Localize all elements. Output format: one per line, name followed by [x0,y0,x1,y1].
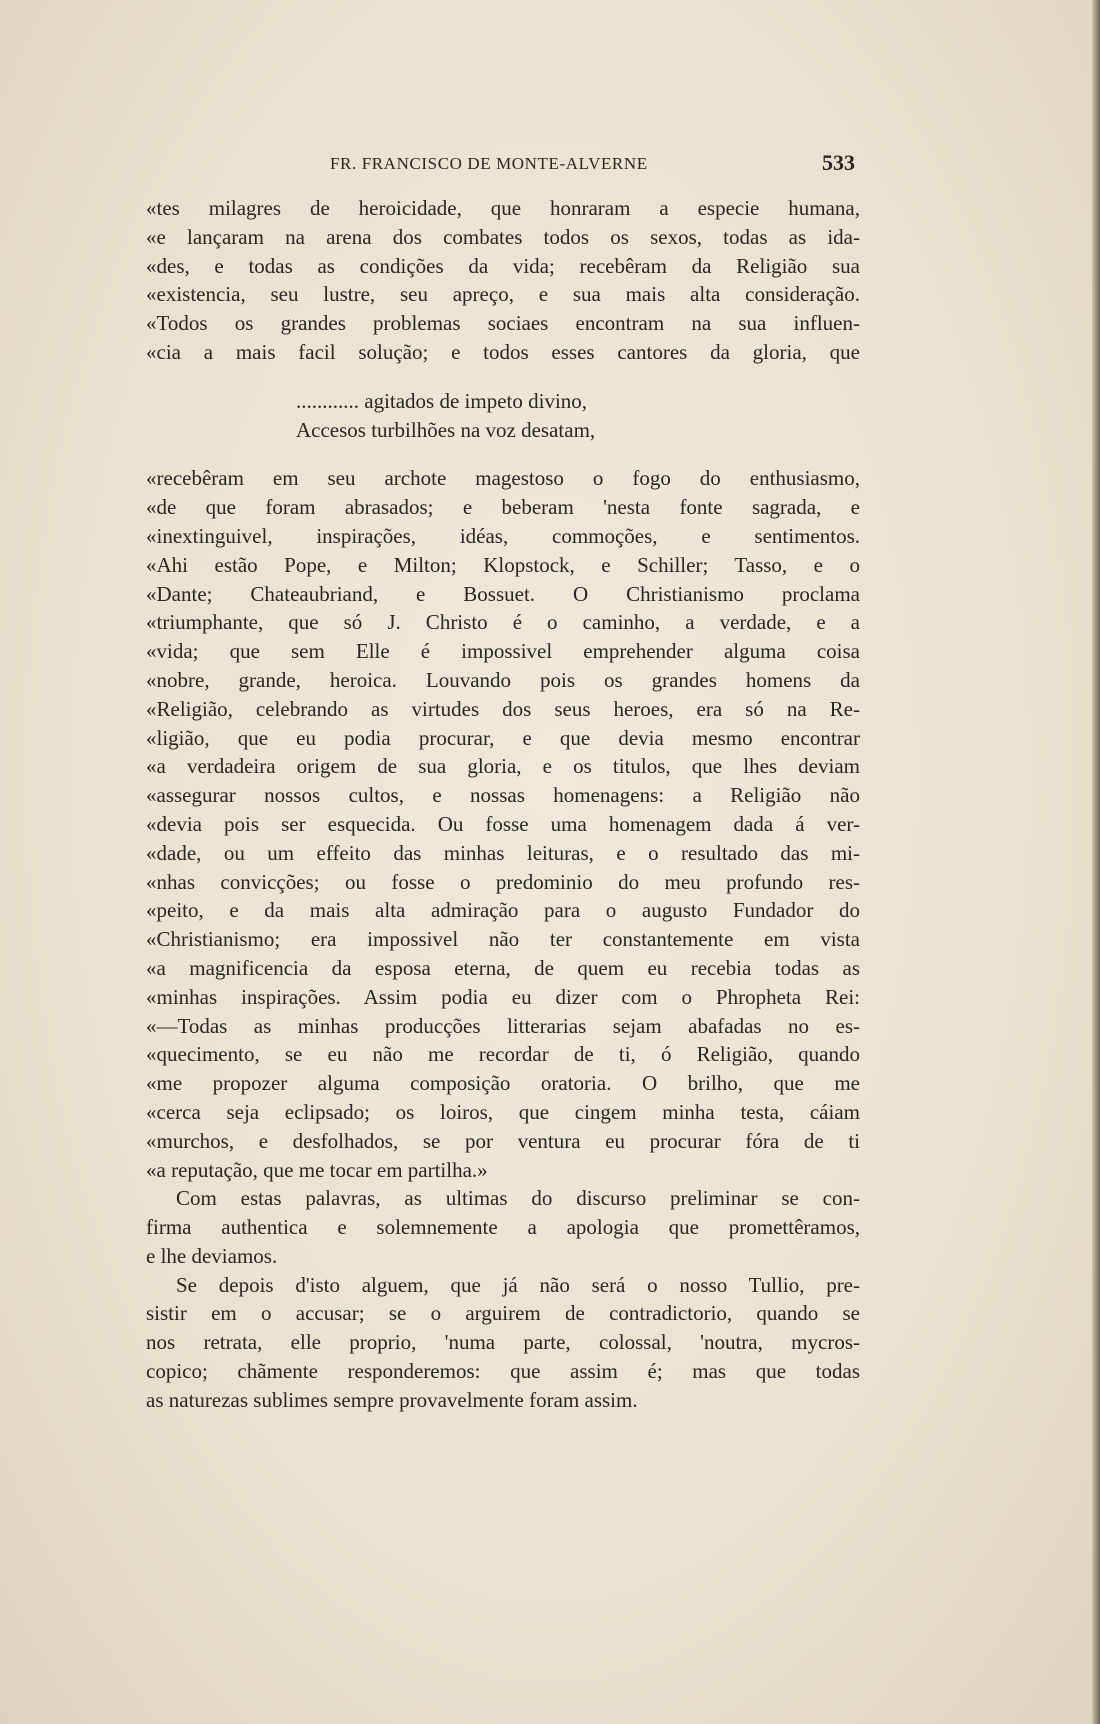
text-line: e lhe deviamos. [146,1243,278,1268]
text-line: «Ahi estão Pope, e Milton; Klopstock, e Schiller; Tasso, e o [146,552,860,577]
text-line: «assegurar nossos cultos, e nossas homenagens: a Religião não [146,783,860,808]
text-line: «Religião, celebrando as virtudes dos seus heroes, era só na Re- [146,696,860,721]
quote-block-1 [146,194,860,367]
page-header [150,150,855,180]
text-line: «tes milagres de heroicidade, que honraram a especie humana, [146,196,860,220]
text-line: «minhas inspirações. Assim podia eu dizer com o Phropheta Rei: [146,984,860,1009]
text-line: «e lançaram na arena dos combates todos os sexos, todas as ida- [146,224,860,249]
verse-line: Accesos turbilhões na voz desatam, [296,417,596,442]
text-line: «cia a mais facil solução; e todos esses cantores da gloria, que [146,339,860,364]
text-line: «vida; que sem Elle é impossivel emprehender alguma coisa [146,639,860,664]
text-line: sistir em o accusar; se o arguirem de contradictorio, quando se [146,1301,860,1326]
text-line: «cerca seja eclipsado; os loiros, que cingem minha testa, cáiam [146,1099,860,1124]
text-line: Se depois d'isto alguem, que já não será o nosso Tullio, pre- [176,1272,860,1297]
verse-line: ............ agitados de impeto divino, [296,388,588,413]
text-line: «ligião, que eu podia procurar, e que devia mesmo encontrar [146,725,860,750]
text-line: «a verdadeira origem de sua gloria, e os titulos, que lhes deviam [146,754,860,779]
text-line: «peito, e da mais alta admiração para o augusto Fundador do [146,898,860,923]
text-line: «nobre, grande, heroica. Louvando pois os grandes homens da [146,667,860,692]
text-line: «devia pois ser esquecida. Ou fosse uma homenagem dada á ver- [146,811,860,836]
text-line: «dade, ou um effeito das minhas leituras, e o resultado das mi- [146,840,860,865]
body-text [146,194,860,1415]
text-line: «me propozer alguma composição oratoria. O brilho, que me [146,1071,860,1096]
paragraph-1 [146,1184,860,1270]
text-line: firma authentica e solemnemente a apologia que promettêramos, [146,1215,860,1240]
text-line: as naturezas sublimes sempre provavelmente foram assim. [146,1387,638,1412]
text-line: copico; chãmente responderemos: que assim é; mas que todas [146,1359,860,1384]
text-line: «recebêram em seu archote magestoso o fogo do enthusiasmo, [146,466,860,491]
text-line: nos retrata, elle proprio, 'numa parte, colossal, 'noutra, mycros- [146,1330,860,1355]
text-line: «Christianismo; era impossivel não ter constantemente em vista [146,927,860,952]
page-edge-shadow [1092,0,1100,1724]
text-line: «a reputação, que me tocar em partilha.» [146,1157,488,1182]
text-line: «existencia, seu lustre, seu apreço, e sua mais alta consideração. [146,282,860,307]
text-line: «de que foram abrasados; e beberam 'nesta fonte sagrada, e [146,495,860,520]
text-line: «a magnificencia da esposa eterna, de quem eu recebia todas as [146,955,860,980]
text-line: «inextinguivel, inspirações, idéas, commoções, e sentimentos. [146,523,860,548]
text-line: «—Todas as minhas producções litterarias sejam abafadas no es- [146,1013,860,1038]
text-line: «des, e todas as condições da vida; recebêram da Religião sua [146,253,860,278]
text-line: «quecimento, se eu não me recordar de ti, ó Religião, quando [146,1042,860,1067]
text-line: Com estas palavras, as ultimas do discurso preliminar se con- [176,1186,860,1211]
text-line: «murchos, e desfolhados, se por ventura eu procurar fóra de ti [146,1128,860,1153]
paragraph-2 [146,1271,860,1415]
verse-quote [296,387,860,445]
text-line: «Todos os grandes problemas sociaes encontram na sua influen- [146,311,860,336]
text-line: «triumphante, que só J. Christo é o caminho, a verdade, e a [146,610,860,635]
running-head: FR. FRANCISCO DE MONTE-ALVERNE [330,154,648,173]
quote-block-2 [146,464,860,1184]
text-line: «Dante; Chateaubriand, e Bossuet. O Christianismo proclama [146,581,860,606]
text-line: «nhas convicções; ou fosse o predominio do meu profundo res- [146,869,860,894]
page-number: 533 [822,150,855,175]
